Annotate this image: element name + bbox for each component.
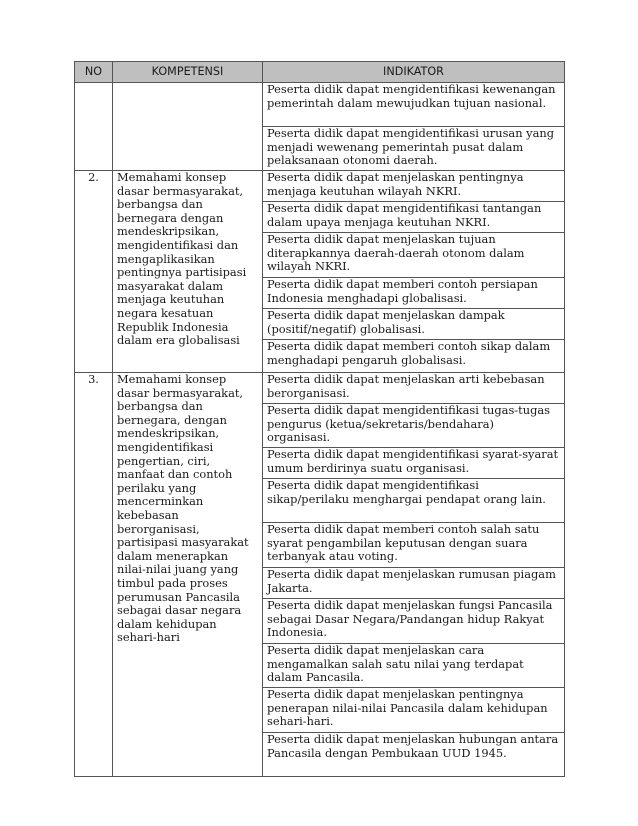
cell-indikator: Peserta didik dapat menjelaskan pentingnya penerapan nilai-nilai Pancasila dalam kehidupan sehari-hari. [263,688,565,733]
header-row [75,62,565,83]
cell-no [75,83,113,171]
cell-indikator: Peserta didik dapat memberi contoh salah satu syarat pengambilan keputusan dengan suara terbanyak atau voting. [263,523,565,568]
header-indikator: INDIKATOR [263,62,565,83]
cell-indikator: Peserta didik dapat mengidentifikasi syarat-syarat umum berdirinya suatu organisasi. [263,448,565,479]
cell-indikator: Peserta didik dapat memberi contoh sikap dalam menghadapi pengaruh globalisasi. [263,340,565,373]
cell-indikator: Peserta didik dapat menjelaskan cara mengamalkan salah satu nilai yang terdapat dalam Pancasila. [263,644,565,688]
cell-indikator: Peserta didik dapat menjelaskan pentingnya menjaga keutuhan wilayah NKRI. [263,171,565,202]
cell-indikator: Peserta didik dapat menjelaskan fungsi Pancasila sebagai Dasar Negara/Pandangan hidup Rakyat Indonesia. [263,599,565,644]
cell-kompetensi: Memahami konsep dasar bermasyarakat, berbangsa dan bernegara dengan mendeskripsikan, mengidentifikasi dan mengaplikasikan pentingnya partisipasi masyarakat dalam menjaga keutuhan negara kesatuan Republik Indonesia dalam era globalisasi [113,171,263,373]
cell-indikator: Peserta didik dapat menjelaskan arti kebebasan berorganisasi. [263,373,565,404]
cell-indikator: Peserta didik dapat menjelaskan rumusan piagam Jakarta. [263,568,565,599]
cell-indikator: Peserta didik dapat mengidentifikasi tantangan dalam upaya menjaga keutuhan NKRI. [263,202,565,233]
cell-kompetensi [113,83,263,171]
cell-indikator: Peserta didik dapat memberi contoh persiapan Indonesia menghadapi globalisasi. [263,278,565,309]
cell-kompetensi: Memahami konsep dasar bermasyarakat, berbangsa dan bernegara, dengan mendeskripsikan, mengidentifikasi pengertian, ciri, manfaat dan contoh perilaku yang mencerminkan kebebasan berorganisasi, partisipasi masyarakat dalam menerapkan nilai-nilai juang yang timbul pada proses perumusan Pancasila sebagai dasar negara dalam kehidupan sehari-hari [113,373,263,777]
table-row [75,83,565,127]
cell-indikator: Peserta didik dapat menjelaskan dampak (positif/negatif) globalisasi. [263,309,565,340]
cell-indikator: Peserta didik dapat mengidentifikasi urusan yang menjadi wewenang pemerintah pusat dalam pelaksanaan otonomi daerah. [263,127,565,171]
header-kompetensi: KOMPETENSI [113,62,263,83]
competency-table [74,61,565,777]
cell-indikator: Peserta didik dapat mengidentifikasi sikap/perilaku menghargai pendapat orang lain. [263,479,565,523]
cell-no: 2. [75,171,113,373]
table-row [75,373,565,404]
cell-indikator: Peserta didik dapat mengidentifikasi kewenangan pemerintah dalam mewujudkan tujuan nasional. [263,83,565,127]
cell-indikator: Peserta didik dapat mengidentifikasi tugas-tugas pengurus (ketua/sekretaris/bendahara) organisasi. [263,404,565,448]
table-body [75,83,565,777]
cell-no: 3. [75,373,113,777]
cell-indikator: Peserta didik dapat menjelaskan tujuan diterapkannya daerah-daerah otonom dalam wilayah NKRI. [263,233,565,278]
cell-indikator: Peserta didik dapat menjelaskan hubungan antara Pancasila dengan Pembukaan UUD 1945. [263,733,565,777]
header-no: NO [75,62,113,83]
table-row [75,171,565,202]
